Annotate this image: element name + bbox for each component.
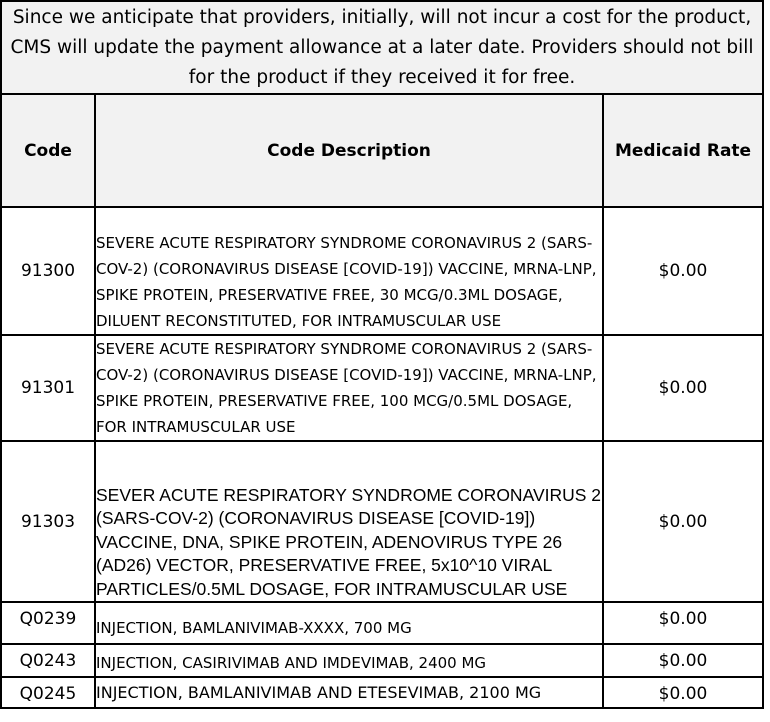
row-code: Q0245 <box>1 677 95 708</box>
row-rate: $0.00 <box>603 335 763 441</box>
notice-line: for the product if they received it for free. <box>188 66 576 88</box>
row-description: INJECTION, BAMLANIVIMAB-XXXX, 700 MG <box>95 602 603 644</box>
row-rate: $0.00 <box>603 207 763 335</box>
row-rate: $0.00 <box>603 602 763 644</box>
row-code: Q0239 <box>1 602 95 644</box>
table-row <box>1 677 763 708</box>
row-description: INJECTION, BAMLANIVIMAB AND ETESEVIMAB, 2100 MG <box>95 677 603 708</box>
row-code: Q0243 <box>1 644 95 677</box>
header-code: Code <box>1 94 95 207</box>
row-description: SEVER ACUTE RESPIRATORY SYNDROME CORONAVIRUS 2 (SARS-COV-2) (CORONAVIRUS DISEASE [COVID-19]) VACCINE, DNA, SPIKE PROTEIN, ADENOVIRUS TYPE 26 (AD26) VECTOR, PRESERVATIVE FREE, 5x10^10 VIRAL PARTICLES/0.5ML DOSAGE, FOR INTRAMUSCULAR USE <box>95 441 603 602</box>
notice-line: CMS will update the payment allowance at a later date. Providers should not bill <box>10 36 754 58</box>
row-description: SEVERE ACUTE RESPIRATORY SYNDROME CORONAVIRUS 2 (SARS-COV-2) (CORONAVIRUS DISEASE [COVID-19]) VACCINE, MRNA-LNP, SPIKE PROTEIN, PRESERVATIVE FREE, 100 MCG/0.5ML DOSAGE, FOR INTRAMUSCULAR USE <box>95 335 603 441</box>
row-rate: $0.00 <box>603 441 763 602</box>
notice-cell <box>1 1 763 94</box>
row-code: 91300 <box>1 207 95 335</box>
row-rate: $0.00 <box>603 644 763 677</box>
table-row <box>1 207 763 335</box>
notice-row <box>1 1 763 94</box>
table-row <box>1 644 763 677</box>
table-row <box>1 602 763 644</box>
row-code: 91303 <box>1 441 95 602</box>
row-description: SEVERE ACUTE RESPIRATORY SYNDROME CORONAVIRUS 2 (SARS-COV-2) (CORONAVIRUS DISEASE [COVID-19]) VACCINE, MRNA-LNP, SPIKE PROTEIN, PRESERVATIVE FREE, 30 MCG/0.3ML DOSAGE, DILUENT RECONSTITUTED, FOR INTRAMUSCULAR USE <box>95 207 603 335</box>
row-rate: $0.00 <box>603 677 763 708</box>
row-code: 91301 <box>1 335 95 441</box>
header-row <box>1 94 763 207</box>
header-rate: Medicaid Rate <box>603 94 763 207</box>
table-row <box>1 441 763 602</box>
header-description: Code Description <box>95 94 603 207</box>
row-description: INJECTION, CASIRIVIMAB AND IMDEVIMAB, 2400 MG <box>95 644 603 677</box>
notice-line: Since we anticipate that providers, initially, will not incur a cost for the product, <box>12 6 752 28</box>
table-row <box>1 335 763 441</box>
